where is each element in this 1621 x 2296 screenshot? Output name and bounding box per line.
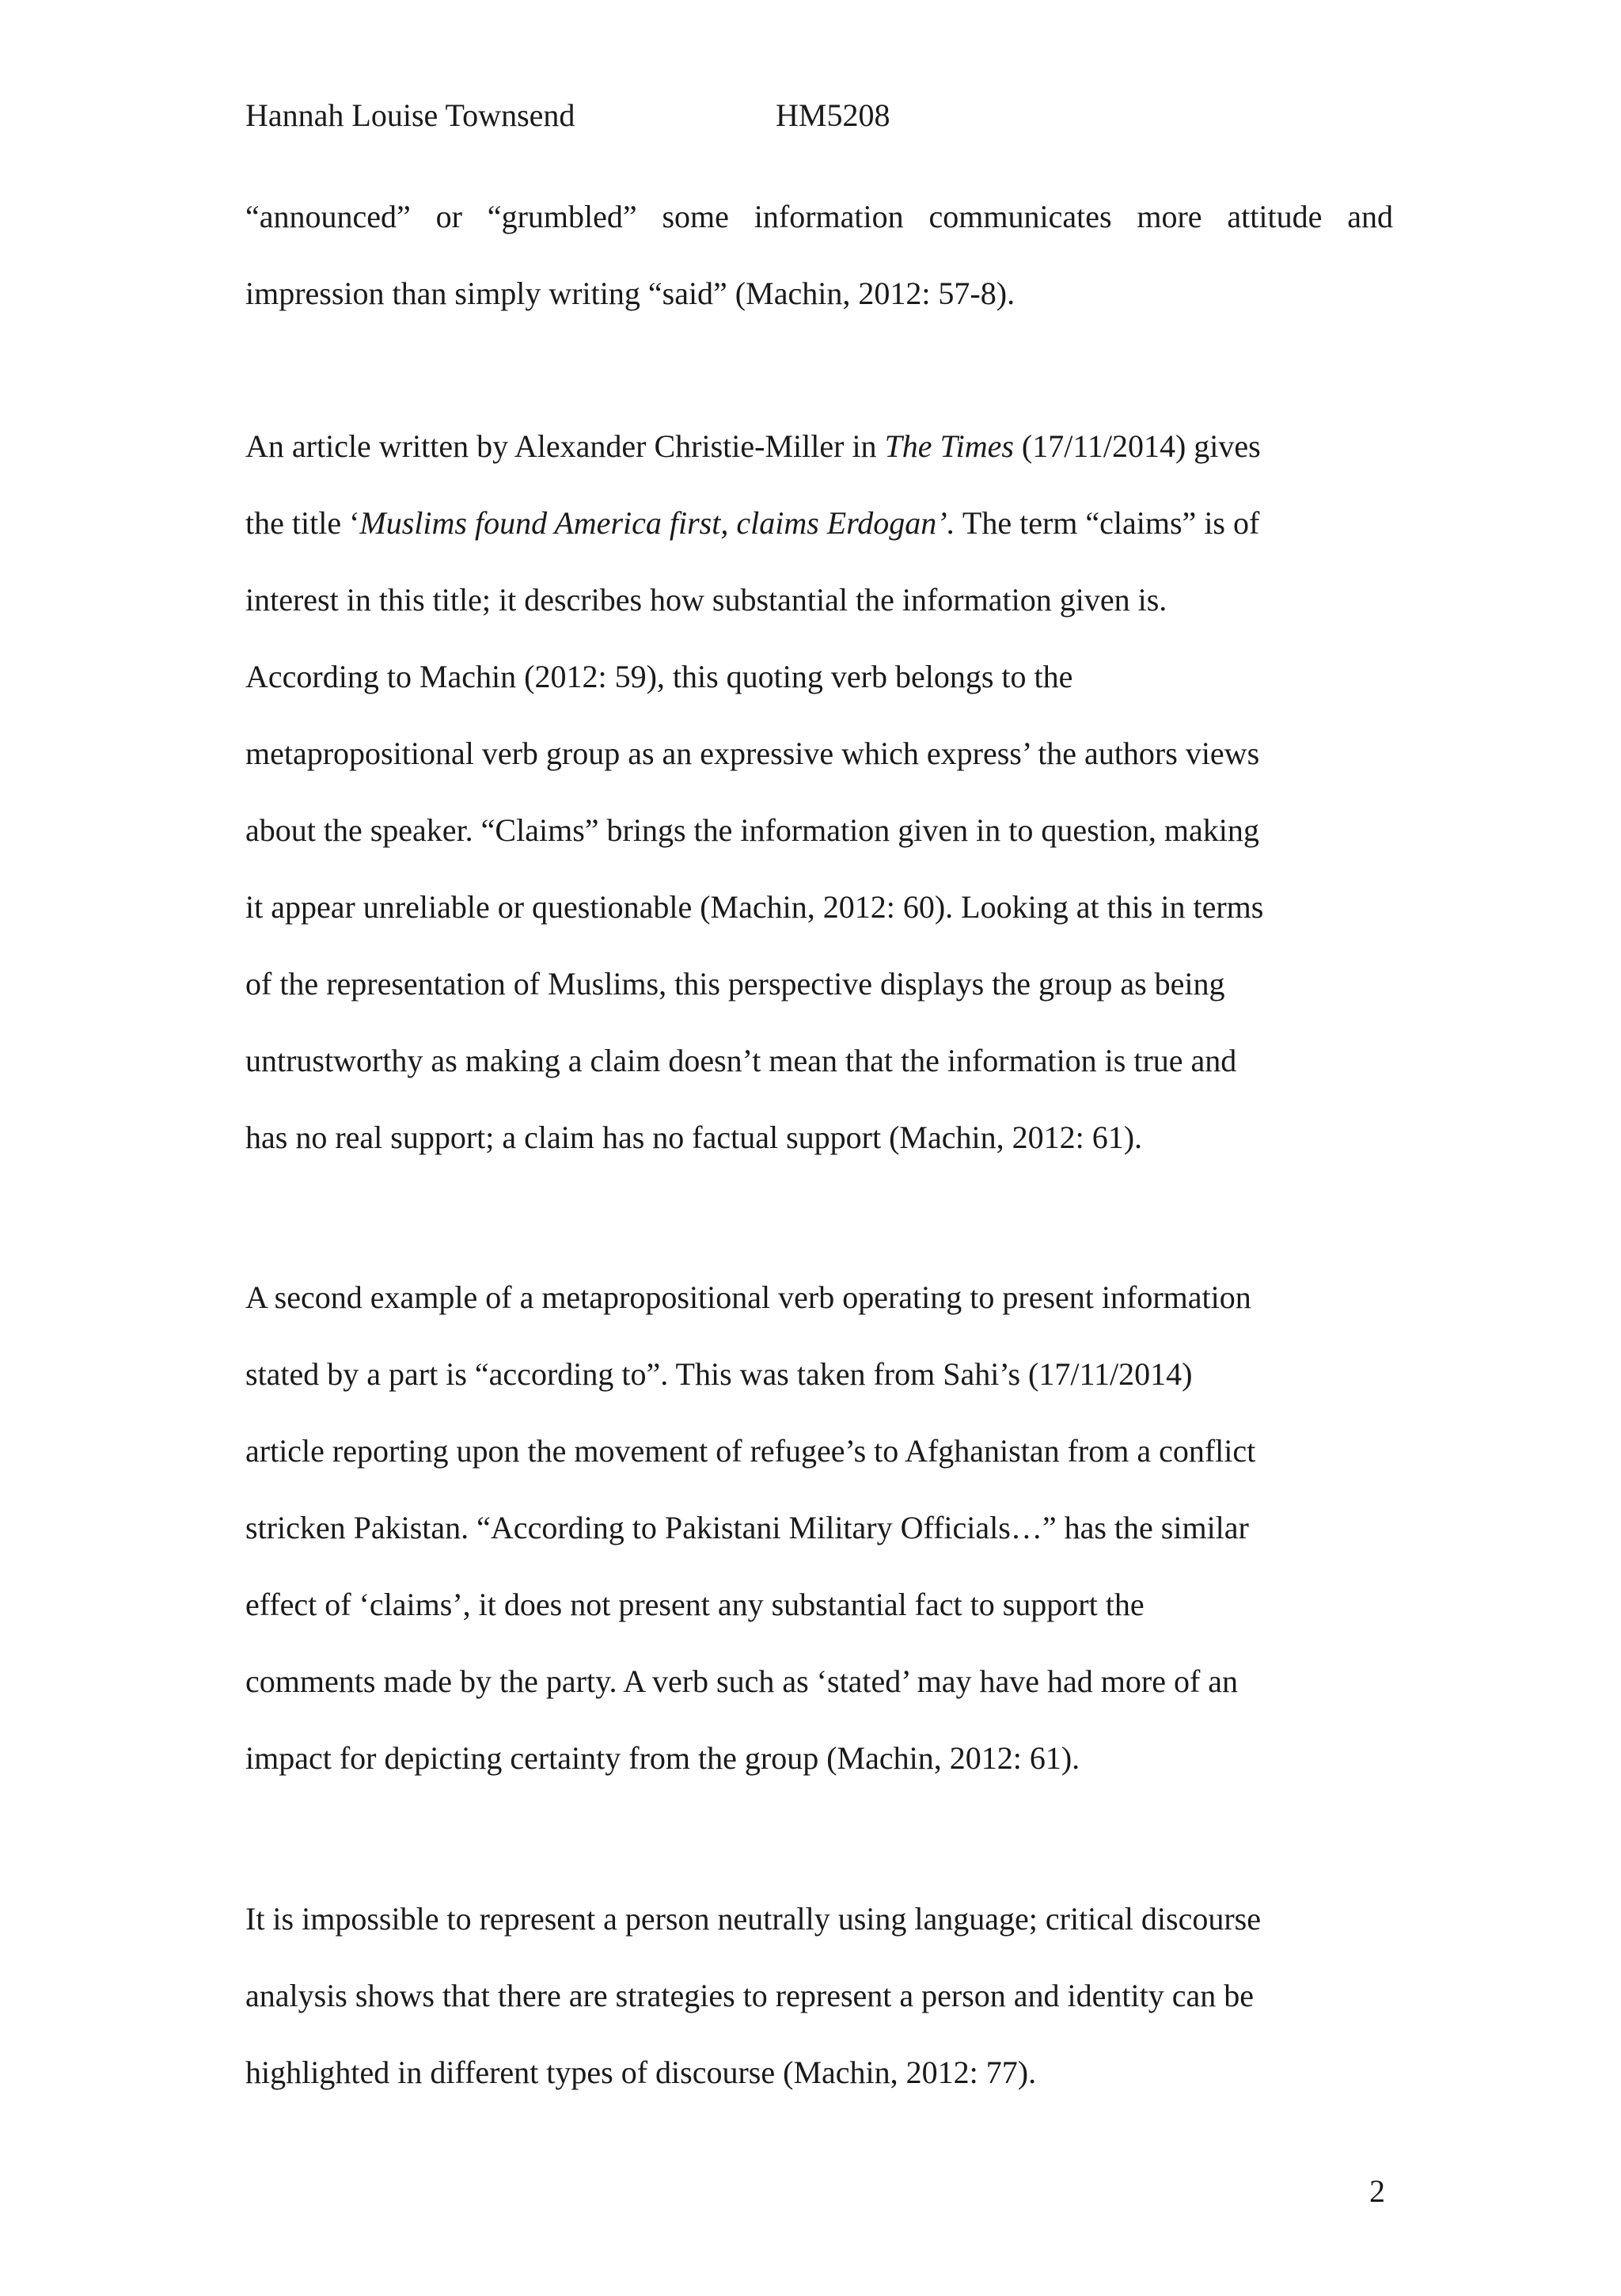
paragraph-3-line: impact for depicting certainty from the group (Machin, 2012: 61).: [245, 1740, 1080, 1776]
paragraph-4-line: highlighted in different types of discourse (Machin, 2012: 77).: [245, 2055, 1037, 2090]
paragraph-3: [245, 1259, 1393, 1796]
paragraph-2-line: metapropositional verb group as an expressive which express’ the authors views: [245, 736, 1260, 771]
paragraph-1: [245, 178, 1393, 332]
paragraph-3-line: comments made by the party. A verb such as ‘stated’ may have had more of an: [245, 1663, 1239, 1699]
paragraph-2-line: According to Machin (2012: 59), this quoting verb belongs to the: [245, 659, 1073, 694]
paragraph-4: [245, 1880, 1393, 2111]
paragraph-2-line: [245, 408, 1393, 485]
newspaper-title: The Times: [884, 428, 1014, 464]
paragraph-3-line: stated by a part is “according to”. This was taken from Sahi’s (17/11/2014): [245, 1356, 1193, 1392]
paragraph-2-line-2-text-a: the title ‘: [245, 505, 360, 541]
page-number: 2: [1369, 2173, 1385, 2209]
paragraph-4-line: It is impossible to represent a person neutrally using language; critical discourse: [245, 1901, 1261, 1937]
header-author: Hannah Louise Townsend: [245, 97, 575, 133]
paragraph-2-line: [245, 485, 1393, 561]
paragraph-2-line: interest in this title; it describes how substantial the information given is.: [245, 582, 1167, 618]
paragraph-3-line: article reporting upon the movement of refugee’s to Afghanistan from a conflict: [245, 1433, 1256, 1469]
paragraph-2-line-1-text-c: (17/11/2014) gives: [1013, 428, 1261, 464]
paragraph-2: [245, 408, 1393, 1176]
paragraph-3-line: effect of ‘claims’, it does not present any substantial fact to support the: [245, 1587, 1145, 1622]
paragraph-2-line: of the representation of Muslims, this perspective displays the group as being: [245, 966, 1225, 1002]
paragraph-2-line-2-text-c: The term “claims” is of: [955, 505, 1260, 541]
paragraph-3-line: stricken Pakistan. “According to Pakistani Military Officials…” has the similar: [245, 1510, 1249, 1545]
paragraph-4-line: analysis shows that there are strategies to represent a person and identity can be: [245, 1978, 1255, 2013]
article-headline: Muslims found America first, claims Erdogan’.: [359, 505, 955, 541]
paragraph-3-line: A second example of a metapropositional verb operating to present information: [245, 1279, 1251, 1315]
paragraph-2-line: has no real support; a claim has no factual support (Machin, 2012: 61).: [245, 1119, 1143, 1155]
paragraph-2-line: untrustworthy as making a claim doesn’t mean that the information is true and: [245, 1043, 1237, 1078]
paragraph-2-line: about the speaker. “Claims” brings the information given in to question, making: [245, 812, 1259, 848]
paragraph-2-line: it appear unreliable or questionable (Machin, 2012: 60). Looking at this in terms: [245, 889, 1264, 925]
paragraph-1-line: impression than simply writing “said” (Machin, 2012: 57-8).: [245, 276, 1015, 311]
header-module-code: HM5208: [776, 97, 890, 133]
paragraph-2-line-1-text-a: An article written by Alexander Christie-Miller in: [245, 428, 885, 464]
paragraph-1-line: “announced” or “grumbled” some information communicates more attitude and: [245, 199, 1393, 234]
